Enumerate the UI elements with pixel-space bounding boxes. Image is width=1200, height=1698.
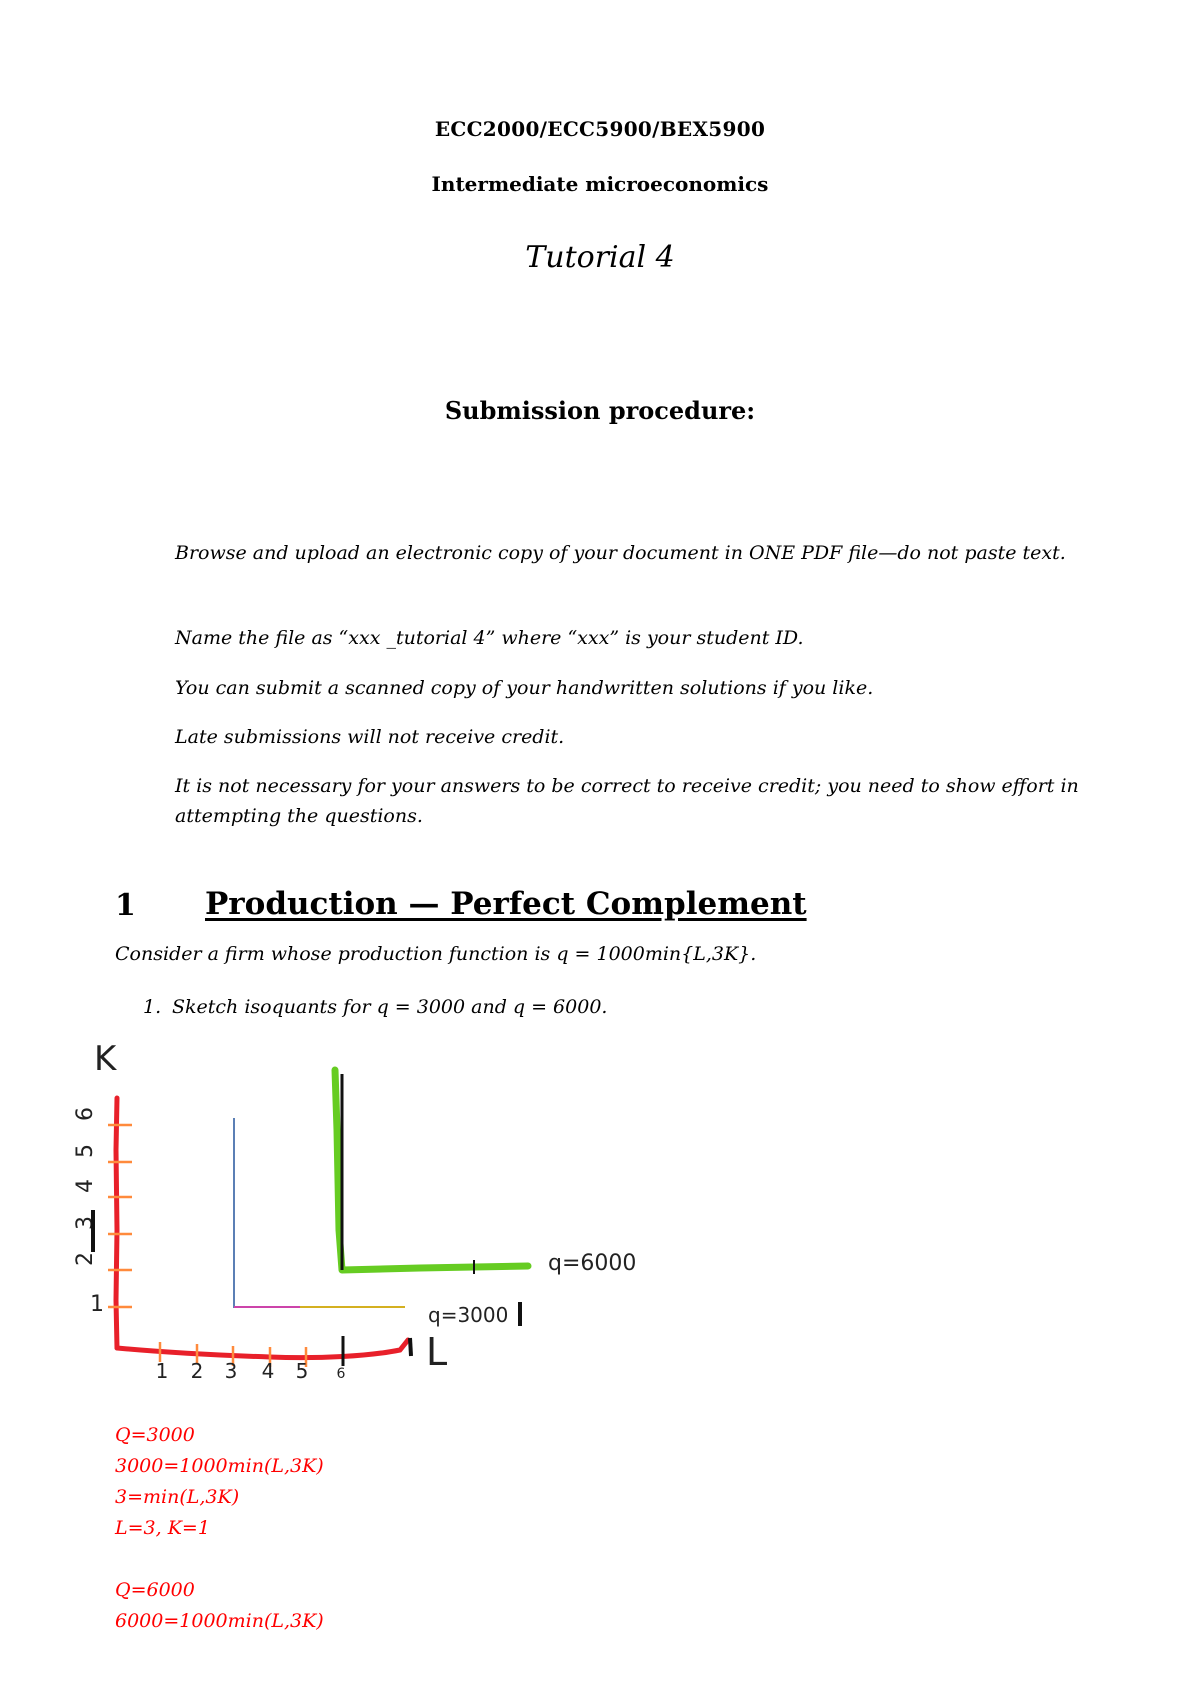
x-tick-label: 3 (224, 1359, 238, 1380)
y-ticks (108, 1125, 132, 1307)
answer-line: 3000=1000min(L,3K) (115, 1455, 324, 1477)
section-number: 1 (115, 888, 136, 923)
isoquant-6000-label: q=6000 (548, 1251, 637, 1276)
isoquant-3000 (234, 1118, 405, 1307)
x-tick-label: 6 (336, 1366, 346, 1380)
y-axis-label: K (94, 1039, 117, 1079)
instruction-scanned: You can submit a scanned copy of your handwritten solutions if you like. (175, 677, 874, 699)
course-codes: ECC2000/ECC5900/BEX5900 (434, 117, 766, 141)
subject-title: Intermediate microeconomics (431, 172, 769, 196)
section-intro: Consider a firm whose production function is q = 1000min{L,3K}. (115, 943, 757, 965)
y-axis (116, 1098, 117, 1348)
x-tick-label: 5 (295, 1359, 309, 1380)
question-text: Sketch isoquants for q = 3000 and q = 6000. (172, 996, 608, 1018)
x-axis-end-mark (410, 1338, 411, 1356)
y-tick-label: 2 (73, 1252, 98, 1266)
answer-line: 6000=1000min(L,3K) (115, 1610, 324, 1632)
question-number: 1. (143, 996, 162, 1018)
y-tick-label: 6 (73, 1107, 98, 1121)
instruction-effort: It is not necessary for your answers to be correct to receive credit; you need to show effort in attempting the questions. (175, 775, 1079, 827)
answer-line: Q=6000 (115, 1579, 195, 1601)
y-tick-label: 5 (73, 1144, 98, 1158)
y-tick-label: 3 (73, 1216, 98, 1230)
y-tick-label: 1 (90, 1292, 104, 1317)
instruction-filename: Name the file as “xxx _tutorial 4” where “xxx” is your student ID. (175, 627, 804, 649)
y-tick-label: 4 (73, 1179, 98, 1193)
submission-heading: Submission procedure: (444, 396, 756, 425)
isoquant-6000 (335, 1070, 528, 1270)
instruction-late: Late submissions will not receive credit. (175, 726, 565, 748)
x-axis-label: L (426, 1330, 448, 1374)
x-tick-label: 2 (190, 1359, 204, 1380)
answer-line: 3=min(L,3K) (115, 1486, 240, 1508)
x-tick-label: 4 (261, 1359, 275, 1380)
answer-line: Q=3000 (115, 1424, 195, 1446)
section-title: Production — Perfect Complement (205, 886, 807, 922)
x-tick-label: 1 (155, 1359, 169, 1380)
tutorial-title: Tutorial 4 (525, 240, 675, 275)
isoquant-sketch (0, 1030, 720, 1380)
isoquant-3000-label: q=3000 (428, 1303, 509, 1327)
answer-line: L=3, K=1 (115, 1517, 210, 1539)
instruction-upload: Browse and upload an electronic copy of your document in ONE PDF file—do not paste text. (175, 542, 1066, 564)
